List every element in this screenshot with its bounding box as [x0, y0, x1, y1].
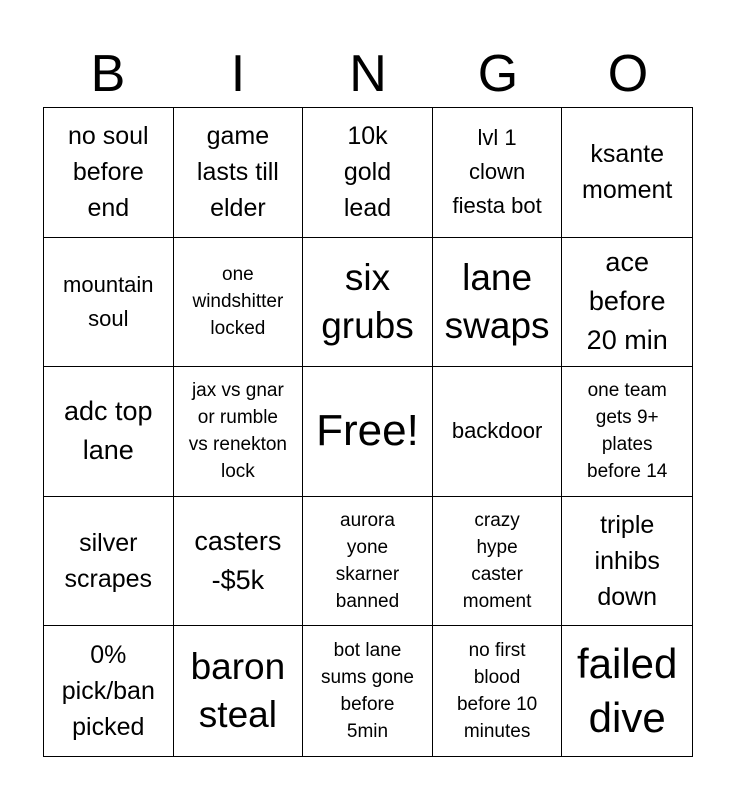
- header-letter-g: G: [477, 45, 519, 103]
- bingo-cell-r4c1[interactable]: silver scrapes: [44, 497, 174, 627]
- bingo-cell-r1c3[interactable]: 10k gold lead: [303, 108, 433, 238]
- bingo-cell-r4c2[interactable]: casters -$5k: [174, 497, 304, 627]
- bingo-header: [43, 40, 693, 108]
- bingo-board: [43, 107, 693, 757]
- bingo-cell-r2c2[interactable]: one windshitter locked: [174, 238, 304, 368]
- bingo-cell-r5c1[interactable]: 0% pick/ban picked: [44, 626, 174, 756]
- bingo-cell-r3c2[interactable]: jax vs gnar or rumble vs renekton lock: [174, 367, 304, 497]
- bingo-cell-r1c1[interactable]: no soul before end: [44, 108, 174, 238]
- header-letter-i: I: [230, 45, 246, 103]
- bingo-cell-r3c4[interactable]: backdoor: [433, 367, 563, 497]
- bingo-cell-r5c3[interactable]: bot lane sums gone before 5min: [303, 626, 433, 756]
- bingo-cell-r5c5[interactable]: failed dive: [576, 640, 678, 742]
- bingo-cell-r1c2[interactable]: game lasts till elder: [174, 108, 304, 238]
- bingo-cell-r1c4[interactable]: lvl 1 clown fiesta bot: [433, 108, 563, 238]
- bingo-cell-r3c5[interactable]: one team gets 9+ plates before 14: [562, 367, 692, 497]
- header-letter-n: N: [349, 45, 387, 103]
- bingo-cell-r2c5[interactable]: ace before 20 min: [562, 238, 692, 368]
- header-letter-o: O: [607, 45, 649, 103]
- bingo-cell-free[interactable]: Free!: [303, 367, 433, 497]
- bingo-cell-r2c4[interactable]: lane swaps: [433, 238, 563, 368]
- bingo-cell-r4c4[interactable]: crazy hype caster moment: [433, 497, 563, 627]
- bingo-cell-r5c2[interactable]: baron steal: [174, 626, 304, 756]
- bingo-cell-r5c4[interactable]: no first blood before 10 minutes: [433, 626, 563, 756]
- bingo-cell-r4c5[interactable]: triple inhibs down: [562, 497, 692, 627]
- bingo-cell-r4c3[interactable]: aurora yone skarner banned: [303, 497, 433, 627]
- bingo-cell-r2c3[interactable]: six grubs: [303, 238, 433, 368]
- bingo-cell-r3c1[interactable]: adc top lane: [44, 367, 174, 497]
- bingo-cell-r1c5[interactable]: ksante moment: [562, 108, 692, 238]
- bingo-cell-r2c1[interactable]: mountain soul: [44, 238, 174, 368]
- header-letter-b: B: [90, 45, 126, 103]
